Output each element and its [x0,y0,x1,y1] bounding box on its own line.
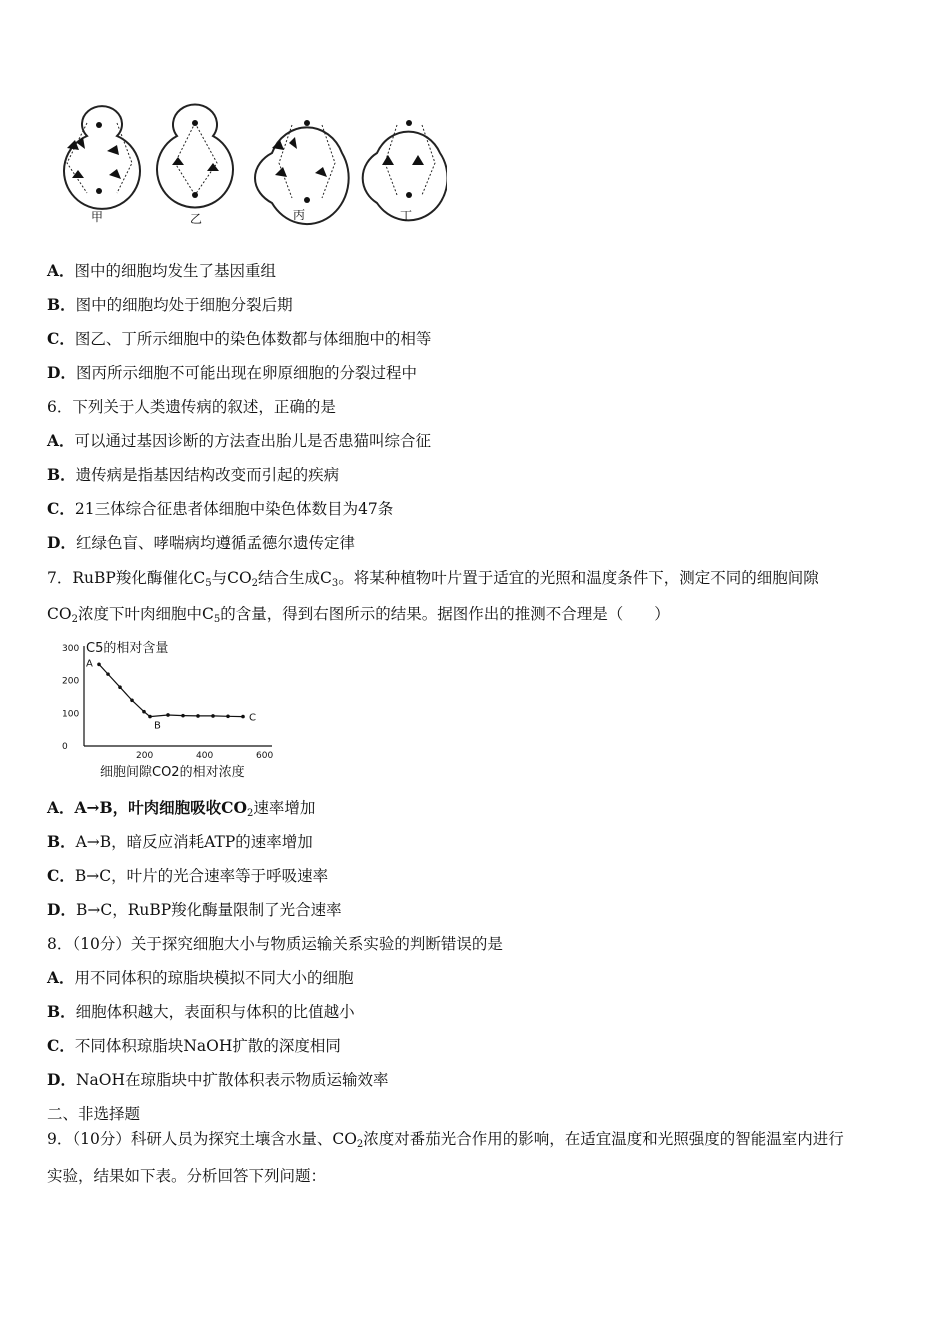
cell-label-ding: 丁 [400,209,413,223]
data-point [148,715,152,719]
q6-option-d: D．红绿色盲、哮喘病均遵循孟德尔遗传定律 [47,533,355,552]
data-point [97,663,101,667]
data-point [166,713,170,717]
q7-option-c: C．B→C，叶片的光合速率等于呼吸速率 [47,866,329,885]
q8-option-b: B．细胞体积越大，表面积与体积的比值越小 [47,1002,355,1021]
chart-title: C5的相对含量 [86,641,169,656]
q8-option-c: C．不同体积琼脂块NaOH扩散的深度相同 [47,1036,341,1055]
q9-stem-line1: 9．（10分）科研人员为探究土壤含水量、$CO_2$浓度对番茄光合作用的影响，在适宜温度和光照强度的智能温室内进行 [47,1130,844,1150]
point-annotation: C [249,712,256,724]
y-tick-label: 300 [62,644,80,654]
q7-stem-line1: 7．RuBP羧化酶催化$C_5$与$CO_2$结合生成$C_3$。将某种植物叶片置于适宜的光照和温度条件下，测定不同的细胞间隙 [47,569,819,589]
data-point [142,710,146,714]
y-tick-label: 100 [62,709,80,720]
q7-stem-line2: $CO_2$浓度下叶肉细胞中$C_5$的含量，得到右图所示的结果。据图作出的推测不合理是（ ） [47,605,670,625]
q7-option-a: A．A→B，叶肉细胞吸收$CO_2$速率增加 [47,798,316,819]
data-point [181,714,185,718]
y-tick-label: 200 [62,676,80,687]
q6-option-b: B．遗传病是指基因结构改变而引起的疾病 [47,465,340,484]
data-point [241,715,245,719]
x-tick-label: 600 [256,751,274,761]
q7-option-d: D．B→C，RuBP羧化酶量限制了光合速率 [47,900,342,919]
data-point [211,714,215,718]
q8-option-d: D．NaOH在琼脂块中扩散体积表示物质运输效率 [47,1070,389,1089]
cell-label-jia: 甲 [91,210,104,224]
q7-option-b: B．A→B，暗反应消耗ATP的速率增加 [47,832,313,851]
q6-option-c: C．21三体综合征患者体细胞中染色体数目为47条 [47,499,394,518]
q5-option-a: A．图中的细胞均发生了基因重组 [47,261,277,280]
chart-xlabel: 细胞间隙CO2的相对浓度 [100,765,245,780]
data-point [118,685,122,689]
cell-label-bing: 丙 [293,208,306,222]
point-annotation: A [86,658,93,670]
cell-label-yi: 乙 [190,212,203,226]
point-annotation: B [154,720,161,732]
q6-stem: 6．下列关于人类遗传病的叙述，正确的是 [47,398,336,416]
series-line [99,664,243,716]
y-tick-label: 0 [62,742,68,752]
q9-stem-line2: 实验，结果如下表。分析回答下列问题： [47,1167,327,1185]
data-point [106,672,110,676]
x-tick-label: 400 [196,751,214,761]
section-heading: 二、非选择题 [47,1105,141,1123]
data-point [130,698,134,702]
c5-co2-chart [52,636,282,786]
data-point [196,714,200,718]
q6-option-a: A．可以通过基因诊断的方法查出胎儿是否患猫叫综合征 [47,431,432,450]
q5-option-d: D．图丙所示细胞不可能出现在卵原细胞的分裂过程中 [47,363,417,382]
data-point [226,714,230,718]
x-tick-label: 200 [136,751,154,761]
q8-stem: 8．（10分）关于探究细胞大小与物质运输关系实验的判断错误的是 [47,935,503,953]
cell-division-figure [47,103,447,233]
q8-option-a: A．用不同体积的琼脂块模拟不同大小的细胞 [47,968,354,987]
q5-option-b: B．图中的细胞均处于细胞分裂后期 [47,295,293,314]
q5-option-c: C．图乙、丁所示细胞中的染色体数都与体细胞中的相等 [47,329,432,348]
